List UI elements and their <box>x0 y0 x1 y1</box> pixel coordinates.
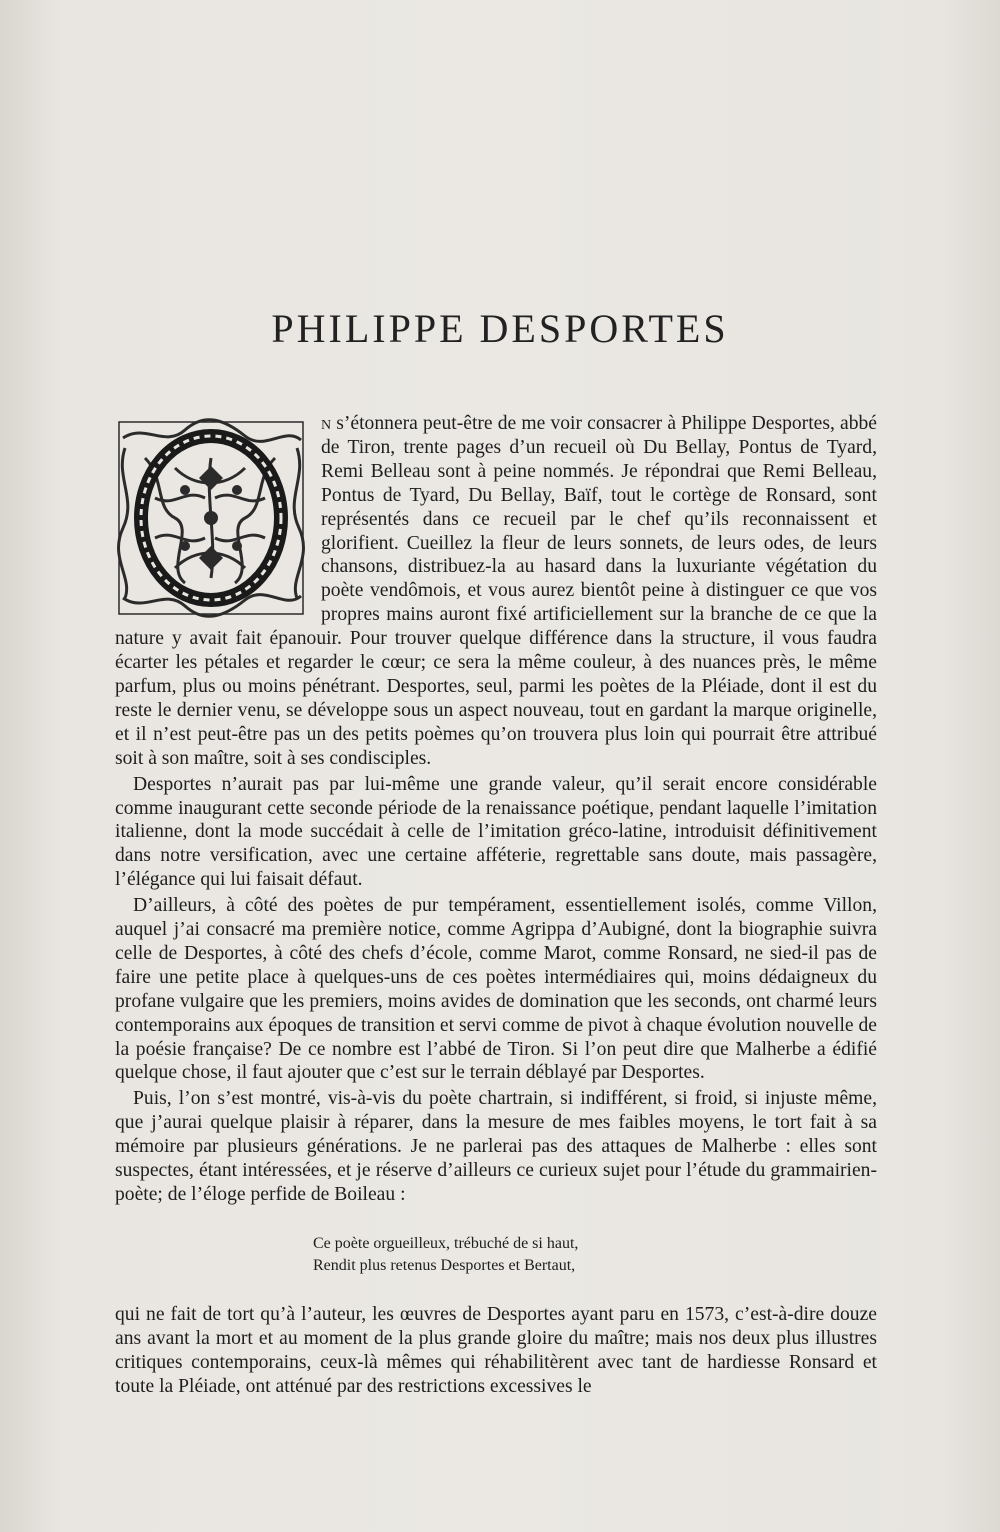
paragraph-2: Desportes n’aurait pas par lui-même une grande valeur, qu’il serait encore considérable comme inaugurant cette seconde période de la renaissance poétique, pendant laquelle l’imitation italienne, dont la mode succédait à celle de l’imitation gréco-latine, introduisit définitivement dans notre versification, avec une certaine afféterie, regrettable sans doute, mais passagère, l’élégance qui lui faisait défaut. <box>115 773 877 891</box>
paragraph-after-quote: qui ne fait de tort qu’à l’auteur, les œuvres de Desportes ayant paru en 1573, c’est-à-dire douze ans avant la mort et au moment de la plus grande gloire du maître; mais nos deux plus illustres critiques contemporains, ceux-là mêmes qui réhabilitèrent avec tant de hardiesse Ronsard et toute la Pléiade, ont atténué par des restrictions excessives le <box>115 1303 877 1397</box>
body-text <box>115 412 877 1401</box>
verse-line-1: Ce poète orgueilleux, trébuché de si haut, <box>313 1234 579 1252</box>
page-title: PHILIPPE DESPORTES <box>271 306 729 351</box>
verse-quote <box>115 1233 877 1277</box>
paragraph-1-lead: n <box>321 413 332 434</box>
paragraph-4: Puis, l’on s’est montré, vis-à-vis du poète chartrain, si indifférent, si froid, si injuste même, que j’aurai quelque plaisir à réparer, dans la mesure de mes faibles moyens, le tort fait à sa mémoire par plusieurs générations. Je ne parlerai pas des attaques de Malherbe : elles sont suspectes, étant intéressées, et je réserve d’ailleurs ce curieux sujet pour l’étude du grammairien-poète; de l’éloge perfide de Boileau : <box>115 1088 877 1205</box>
ornamental-initial-icon <box>115 418 307 618</box>
verse-line-2: Rendit plus retenus Desportes et Bertaut, <box>313 1256 576 1274</box>
paragraph-3: D’ailleurs, à côté des poètes de pur tempérament, essentiellement isolés, comme Villon, auquel j’ai consacré ma première notice, comme Agrippa d’Aubigné, dont la biographie suivra celle de Desportes, à côté des chefs d’école, comme Marot, comme Ronsard, ne sied-il pas de faire une petite place à quelques-uns de ces poètes intermédiaires qui, moins dédaigneux du profane vulgaire que les premiers, moins avides de domination que les seconds, ont charmé leurs contemporains aux époques de transition et servi comme de pivot à chaque évolution nouvelle de la poésie française? De ce nombre est l’abbé de Tiron. Si l’on peut dire que Malherbe a édifié quelque chose, il faut ajouter que c’est sur le terrain déblayé par Desportes. <box>115 895 877 1084</box>
paragraph-1-text: s’étonnera peut-être de me voir consacrer à Philippe Desportes, abbé de Tiron, trente pages d’un recueil où Du Bellay, Pontus de Tyard, Remi Belleau sont à peine nommés. Je répondrai que Remi Belleau, Pontus de Tyard, Du Bellay, Baïf, tout le cortège de Ronsard, sont représentés dans ce recueil par le chef qu’ils reconnaissent et glorifient. Cueillez la fleur de leurs sonnets, de leurs odes, de leurs chansons, distribuez-la au hasard dans la luxuriante végétation du poète vendômois, et vous aurez bientôt peine à distinguer ce que vos propres mains auront fixé artificiellement sur la branche de ce que la nature y avait fait épanouir. Pour trouver quelque différence dans la structure, il vous faudra écarter les pétales et regarder le cœur; ce sera la même couleur, à des nuances près, le même parfum, plus ou moins pénétrant. Desportes, seul, parmi les poètes de la Pléiade, dont il est du reste le dernier venu, se développe sous un aspect nouveau, tout en gardant la marque originelle, et il n’est peut-être pas un des petits poèmes qu’on trouvera plus loin qui pourrait être attribué soit à son maître, soit à ses condisciples. <box>115 413 877 769</box>
